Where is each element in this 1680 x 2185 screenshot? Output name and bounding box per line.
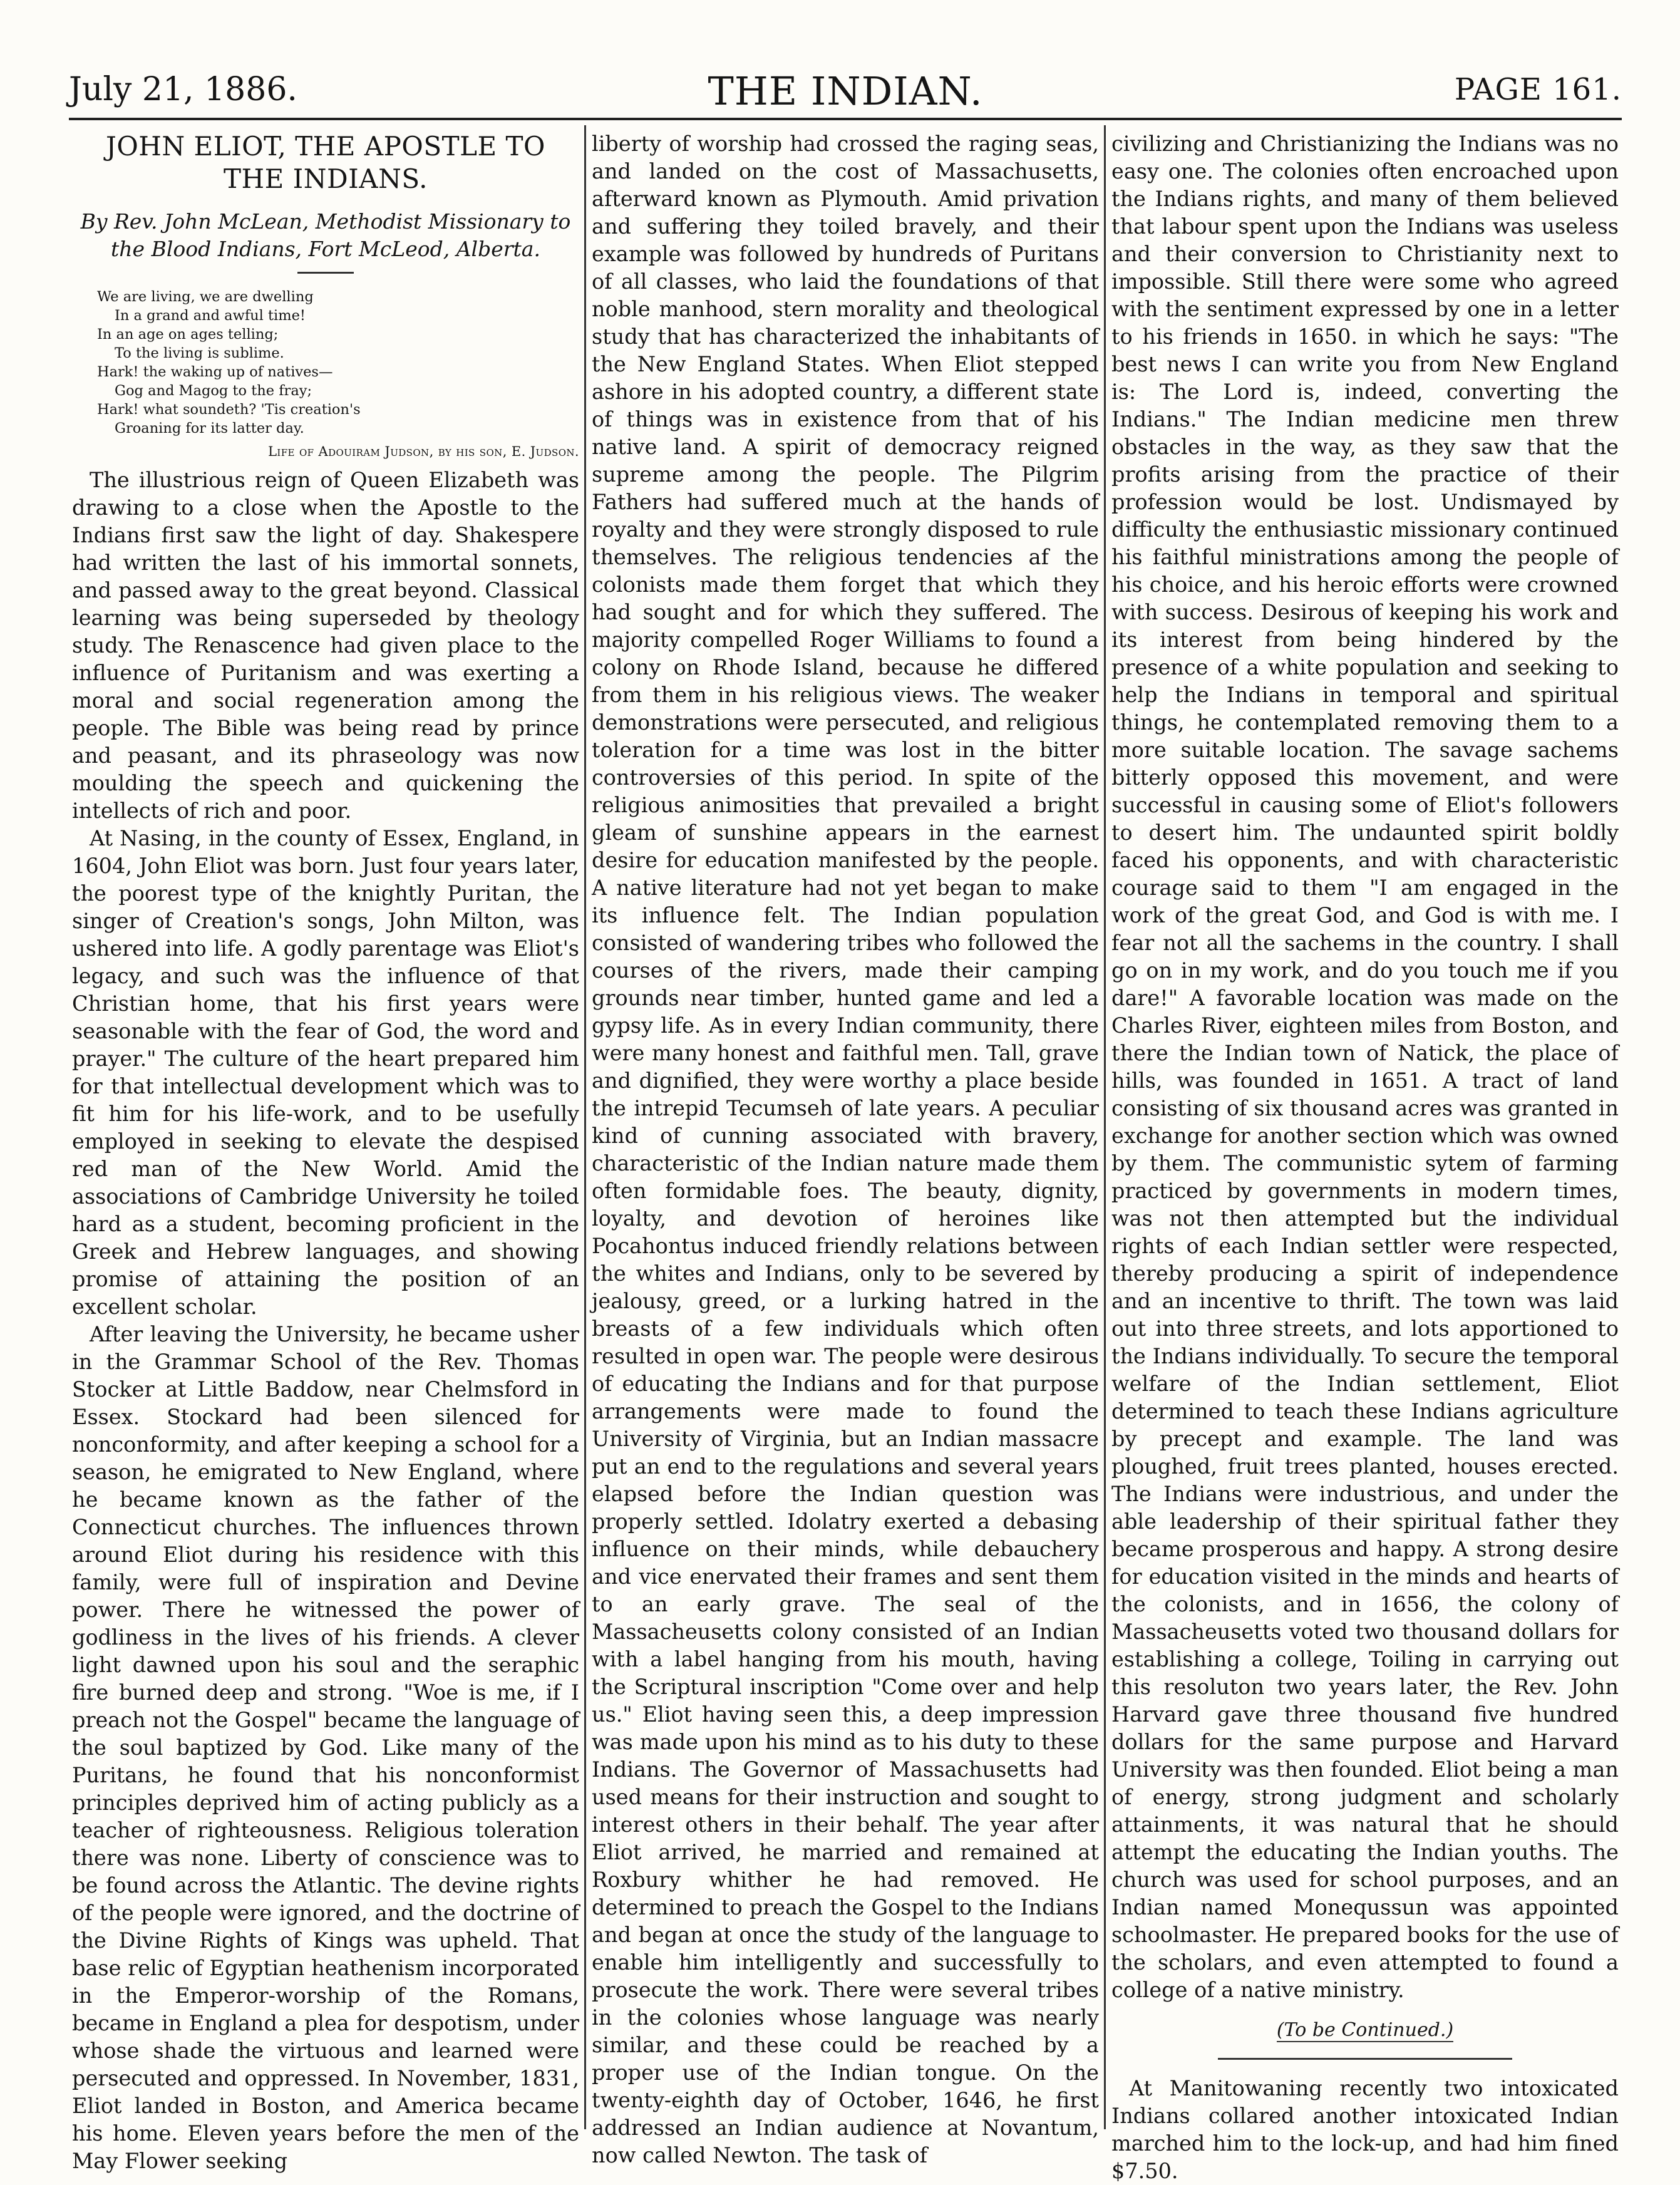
- section-rule: [1218, 2058, 1512, 2060]
- poem-line: Groaning for its latter day.: [115, 420, 304, 436]
- article-byline: By Rev. John McLean, Methodist Missionary to the Blood Indians, Fort McLeod, Alberta.: [80, 209, 571, 261]
- issue-date: July 21, 1886.: [69, 71, 297, 108]
- poem-line: We are living, we are dwelling: [97, 289, 314, 305]
- poem-line: To the living is sublime.: [115, 345, 284, 361]
- column-divider: [1104, 125, 1106, 2129]
- continued-notice: [1111, 2017, 1619, 2044]
- poem-source: Life of Adouiram Judson, by his son, E. Judson.: [268, 444, 579, 459]
- column-2: [592, 130, 1099, 2167]
- news-item: At Manitowaning recently two intoxicated Indians collared another intoxicated Indian marched him to the lock-up, and had him fined $7.50.: [1111, 2076, 1619, 2183]
- article-paragraph: The illustrious reign of Queen Elizabeth was drawing to a close when the Apostle to the Indians first saw the light of day. Shakespere had written the last of his immortal sonnets, and passed away to the great beyond. Classical learning was being superseded by theology study. The Renascence had given place to the influence of Puritanism and was exerting a moral and social regeneration among the people. The Bible was being read by prince and peasant, and its phraseology was now moulding the speech and quickening the intellects of rich and poor.: [72, 468, 579, 823]
- article-headline: JOHN ELIOT, THE APOSTLE TO THE INDIANS.: [106, 131, 545, 194]
- article-paragraph: civilizing and Christianizing the Indians was no easy one. The colonies often encroached upon the Indians rights, and many of them believed that labour spent upon the Indians was useless and their conversion to Christianity next to impossible. Still there were some who agreed with the sentiment expressed by one in a letter to his friends in 1650. in which he says: "The best news I can write you from New England is: The Lord is, indeed, converting the Indians." The Indian medicine men threw obstacles in the way, as they saw that the profits arising from the practice of their profession would be lost. Undismayed by difficulty the enthusiastic missionary continued his faithful ministrations among the people of his choice, and his heroic efforts were crowned with success. Desirous of keeping his work and its interest from being hindered by the presence of a white population and seeking to help the Indians in temporal and spiritual things, he contemplated removing them to a more suitable location. The savage sachems bitterly opposed this movement, and were successful in causing some of Eliot's followers to desert him. The undaunted spirit boldly faced his opponents, and with characteristic courage said to them "I am engaged in the work of the great God, and God is with me. I fear not all the sachems in the country. I shall go on in my work, and do you touch me if you dare!" A favorable location was made on the Charles River, eighteen miles from Boston, and there the Indian town of Natick, the place of hills, was founded in 1651. A tract of land consisting of six thousand acres was granted in exchange for another section which was owned by them. The communistic sytem of farming practiced by governments in modern times, was not then attempted but the individual rights of each Indian settler were respected, thereby producing a spirit of independence and an incentive to thrift. The town was laid out into three streets, and lots apportioned to the Indians individually. To secure the temporal welfare of the Indian settlement, Eliot determined to teach these Indians agriculture by precept and example. The land was ploughed, fruit trees planted, houses erected. The Indians were industrious, and under the able leadership of their spiritual father they became prosperous and happy. A strong desire for education visited in the minds and hearts of the colonists, and in 1656, the colony of Massacheusetts voted two thousand dollars for establishing a college, Toiling in carrying out this resoluton two years later, the Rev. John Harvard gave three thousand five hundred dollars for the same purpose and Harvard University was then founded. Eliot being a man of energy, strong judgment and scholarly attainments, it was natural that he should attempt the educating the Indian youths. The church was used for school purposes, and an Indian named Monequssun was appointed schoolmaster. He prepared books for the use of the scholars, and even attempted to found a college of a native ministry.: [1111, 132, 1619, 2002]
- poem-line: Hark! what soundeth? 'Tis creation's: [97, 401, 361, 418]
- poem-line: In a grand and awful time!: [115, 307, 306, 324]
- poem-line: Gog and Magog to the fray;: [115, 383, 312, 399]
- article-paragraph: liberty of worship had crossed the raging seas, and landed on the cost of Massachusetts, afterward known as Plymouth. Amid privation and suffering they toiled bravely, and their example was followed by hundreds of Puritans of all classes, who laid the foundations of that noble manhood, stern morality and theological study that has characterized the inhabitants of the New England States. When Eliot stepped ashore in his adopted country, a different state of things was in existence from that of his native land. A spirit of democracy reigned supreme among the people. The Pilgrim Fathers had suffered much at the hands of royalty and they were strongly disposed to rule themselves. The religious tendencies af the colonists made them forget that which they had sought and for which they suffered. The majority compelled Roger Williams to found a colony on Rhode Island, because he differed from them in his religious views. The weaker demonstrations were persecuted, and religious toleration for a time was lost in the bitter controversies of this period. In spite of the religious animosities that prevailed a bright gleam of sunshine appears in the earnest desire for education manifested by the people. A native literature had not yet began to make its influence felt. The Indian population consisted of wandering tribes who followed the courses of the rivers, made their camping grounds near timber, hunted game and led a gypsy life. As in every Indian community, there were many honest and faithful men. Tall, grave and dignified, they were worthy a place beside the intrepid Tecumseh of late years. A peculiar kind of cunning associated with bravery, characteristic of the Indian nature made them often formidable foes. The beauty, dignity, loyalty, and devotion of heroines like Pocahontus induced friendly relations between the whites and Indians, only to be severed by jealousy, greed, or a lurking hatred in the breasts of a few individuals which often resulted in open war. The people were desirous of educating the Indians and for that purpose arrangements were made to found the University of Virginia, but an Indian massacre put an end to the regulations and several years elapsed before the Indian question was properly settled. Idolatry exerted a debasing influence on their minds, while debauchery and vice enervated their frames and sent them to an early grave. The seal of the Massacheusetts colony consisted of an Indian with a label hanging from his mouth, having the Scriptural inscription "Come over and help us." Eliot having seen this, a deep impression was made upon his mind as to his duty to these Indians. The Governor of Massachusetts had used means for their instruction and sought to interest others in their behalf. The year after Eliot arrived, he married and remained at Roxbury whither he had removed. He determined to preach the Gospel to the Indians and began at once the study of the language to enable him intelligently and successfully to prosecute the work. There were several tribes in the colonies whose language was nearly similar, and these could be reached by a proper use of the Indian tongue. On the twenty-eighth day of October, 1646, he first addressed an Indian audience at Novantum, now called Newton. The task of: [592, 132, 1099, 2167]
- poem-line: In an age on ages telling;: [97, 326, 279, 343]
- poem-line: Hark! the waking up of natives—: [97, 364, 333, 380]
- byline-rule: [297, 272, 354, 274]
- column-1: [72, 130, 579, 2173]
- article-paragraph: After leaving the University, he became usher in the Grammar School of the Rev. Thomas Stocker at Little Baddow, near Chelmsford in Essex. Stockard had been silenced for nonconformity, and after keeping a school for a season, he emigrated to New England, where he became known as the father of the Connecticut churches. The influences thrown around Eliot during his residence with this family, were full of inspiration and Devine power. There he witnessed the power of godliness in the lives of his friends. A clever light dawned upon his soul and the seraphic fire burned deep and strong. "Woe is me, if I preach not the Gospel" became the language of the soul baptized by God. Like many of the Puritans, he found that his nonconformist principles deprived him of acting publicly as a teacher of righteousness. Religious toleration there was none. Liberty of conscience was to be found across the Atlantic. The devine rights of the people were ignored, and the doctrine of the Divine Rights of Kings was upheld. That base relic of Egyptian heathenism incorporated in the Emperor-worship of the Romans, became in England a plea for despotism, under whose shade the virtuous and learned were persecuted and oppressed. In November, 1831, Eliot landed in Boston, and America became his home. Eleven years before the men of the May Flower seeking: [72, 1322, 579, 2173]
- masthead: [69, 66, 1622, 122]
- epigraph-poem: [97, 287, 579, 438]
- header-rule: [69, 118, 1622, 120]
- newspaper-title: THE INDIAN.: [708, 68, 983, 114]
- column-divider: [584, 125, 586, 2129]
- article-paragraph: At Nasing, in the county of Essex, England, in 1604, John Eliot was born. Just four years later, the poorest type of the knightly Puritan, the singer of Creation's songs, John Milton, was ushered into life. A godly parentage was Eliot's legacy, and such was the influence of that Christian home, that his first years were seasonable with the fear of God, the word and prayer." The culture of the heart prepared him for that intellectual development which was to fit him for his life-work, and to be usefully employed in seeking to elevate the despised red man of the New World. Amid the associations of Cambridge University he toiled hard as a student, becoming proficient in the Greek and Hebrew languages, and showing promise of attaining the position of an excellent scholar.: [72, 826, 579, 1319]
- column-3: [1111, 130, 1619, 2183]
- continued-text: (To be Continued.): [1276, 2019, 1454, 2041]
- page-number: PAGE 161.: [1454, 72, 1622, 107]
